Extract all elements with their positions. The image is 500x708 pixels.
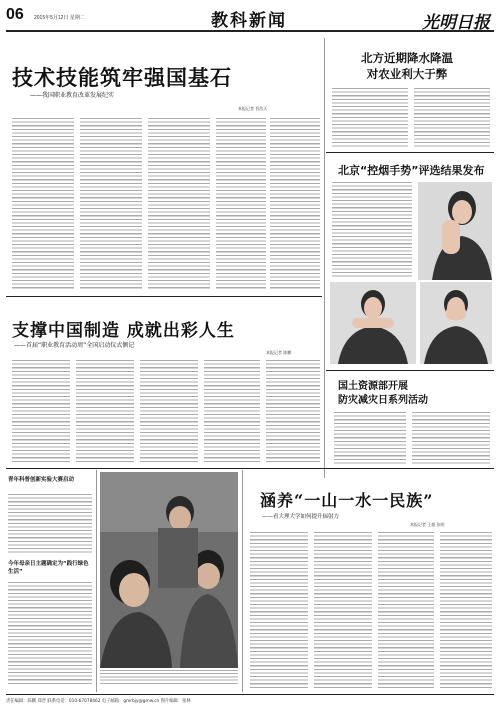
disaster-article-title bbox=[338, 380, 428, 408]
article-body-column bbox=[80, 118, 142, 290]
article-body-column bbox=[216, 118, 266, 290]
weather-title-line: 北方近期降水降温 bbox=[361, 51, 453, 65]
brief-body bbox=[8, 494, 92, 554]
section-divider bbox=[6, 468, 494, 469]
article-body-column bbox=[332, 88, 408, 148]
weather-article-title bbox=[332, 50, 482, 82]
article-body-column bbox=[334, 412, 406, 464]
article-body-column bbox=[440, 532, 492, 688]
brief-body bbox=[8, 582, 92, 686]
gesture-photo bbox=[420, 282, 492, 364]
gesture-photo bbox=[330, 282, 416, 364]
gesture-photo bbox=[418, 182, 492, 280]
section-title: 教科新闻 bbox=[211, 11, 287, 31]
news-photo bbox=[100, 472, 238, 668]
article-body-column bbox=[76, 360, 134, 464]
article-body-column bbox=[332, 182, 412, 278]
brief-title: 青年科普创新实验大赛启动 bbox=[8, 477, 75, 483]
column-divider bbox=[324, 38, 325, 478]
section-divider bbox=[326, 152, 494, 153]
byline: 本报记者 王超 张明 bbox=[410, 522, 445, 527]
weather-title-line: 对农业利大于弊 bbox=[366, 67, 448, 81]
disaster-title-line: 防灾减灾日系列活动 bbox=[338, 395, 428, 406]
article-body-column bbox=[140, 360, 198, 464]
masthead bbox=[6, 4, 494, 32]
lead-article-subtitle: ——我国职业教育改革发展纪实 bbox=[30, 92, 115, 99]
brief-title: 今年母亲日主题确定为“践行绿色生活” bbox=[8, 561, 89, 575]
column-divider bbox=[96, 470, 97, 692]
article-body-column bbox=[378, 532, 434, 688]
article-body-column bbox=[148, 118, 210, 290]
bottom-article-title: 涵养“一山一水一民族” bbox=[260, 491, 434, 510]
lead-article-title: 技术技能筑牢强国基石 bbox=[12, 65, 232, 90]
photo-caption bbox=[100, 670, 238, 686]
bottom-article-subtitle: ——看大理大学如何提升辐射力 bbox=[262, 514, 340, 520]
page-number: 06 bbox=[6, 6, 24, 23]
column-divider bbox=[242, 470, 243, 692]
disaster-title-line: 国土资源部开展 bbox=[338, 381, 408, 392]
byline: 本报记者 陈鹏 bbox=[266, 350, 292, 355]
article-body-column bbox=[414, 88, 490, 148]
article-body-column bbox=[412, 412, 490, 464]
article-body-column bbox=[250, 532, 308, 688]
second-article-title: 支撑中国制造 成就出彩人生 bbox=[12, 321, 235, 341]
article-body-column bbox=[314, 532, 372, 688]
article-body-column bbox=[270, 118, 320, 290]
article-body-column bbox=[266, 360, 320, 464]
photo-illustration bbox=[100, 472, 238, 668]
newspaper-logo: 光明日报 bbox=[422, 13, 490, 33]
byline: 本报记者 晋浩天 bbox=[238, 106, 268, 111]
section-divider bbox=[6, 296, 322, 297]
article-body-column bbox=[12, 360, 70, 464]
issue-date: 2015年5月12日 星期二 bbox=[34, 15, 85, 21]
second-article-subtitle: ——首届“职业教育活动周”全国启动仪式侧记 bbox=[14, 342, 135, 349]
article-body-column bbox=[204, 360, 260, 464]
article-body-column bbox=[12, 118, 74, 290]
gesture-article-title: 北京“控烟手势”评选结果发布 bbox=[338, 164, 485, 177]
page-footer: 责任编辑：陈鹏 郑晋 联系电话：010-67078462 电子邮箱：gmrbjy@gmw.cn 图片编辑：张林 bbox=[6, 694, 494, 706]
section-divider bbox=[326, 370, 494, 371]
